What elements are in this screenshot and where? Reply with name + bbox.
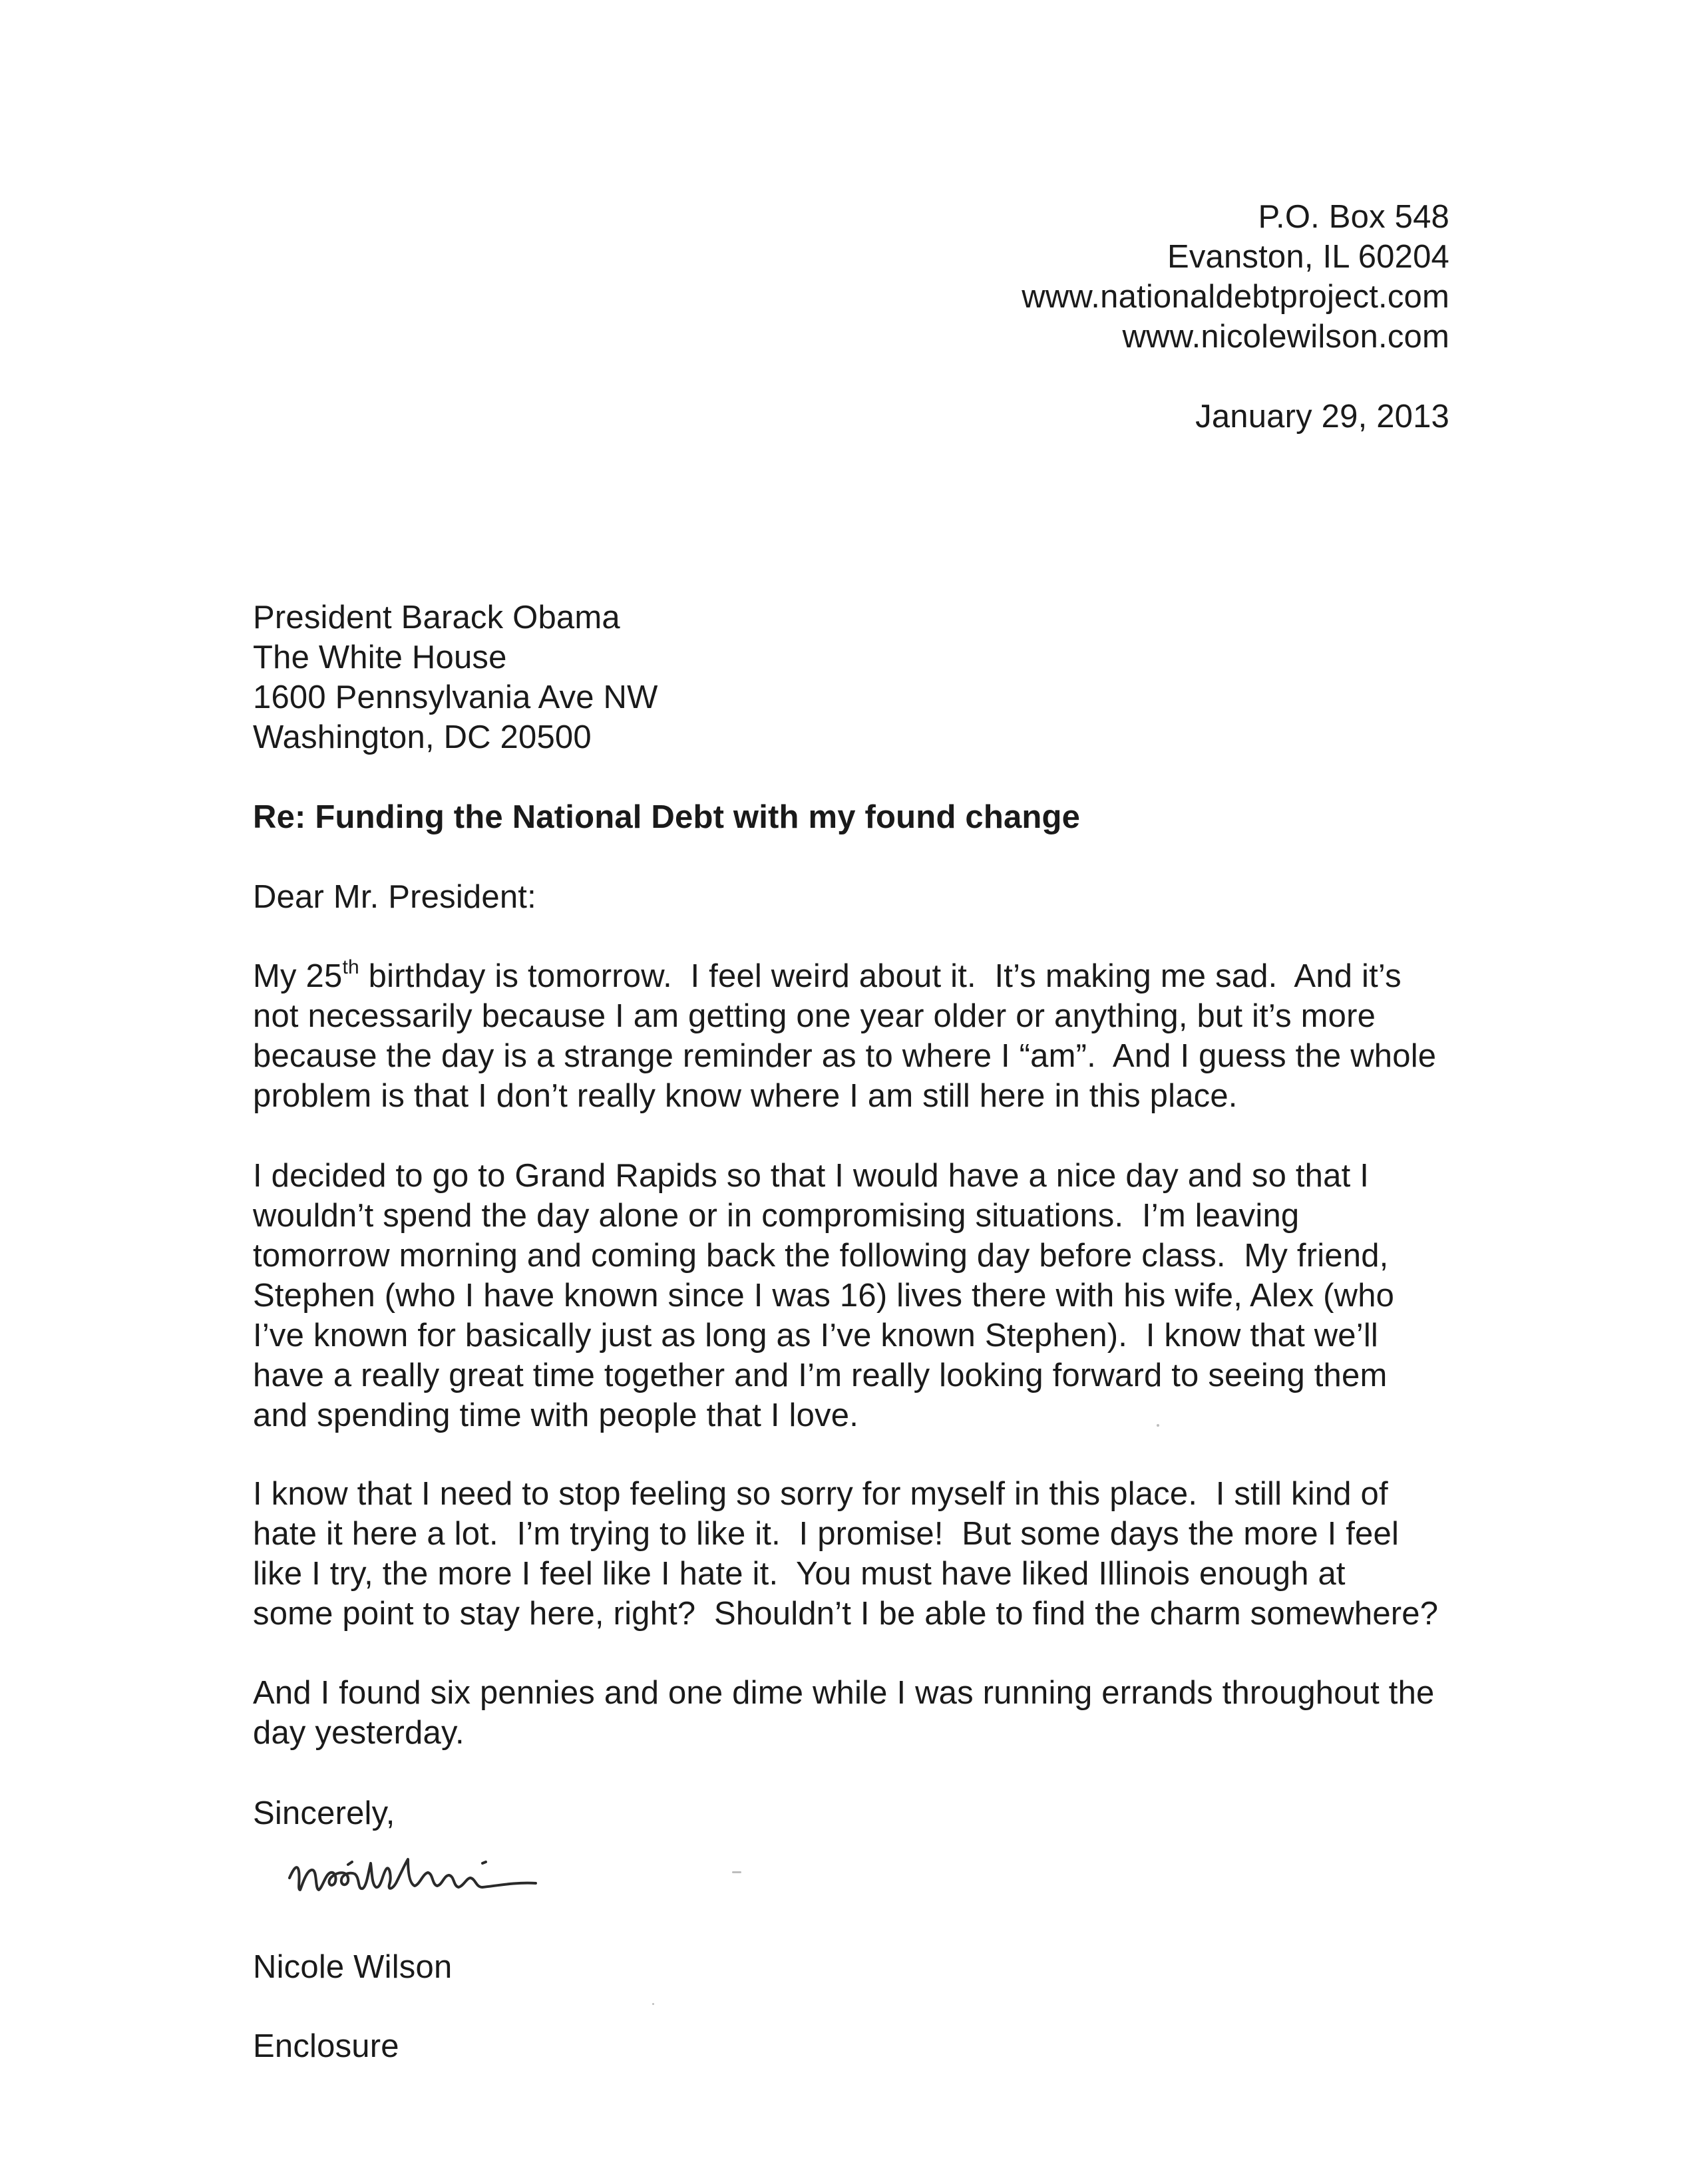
handwritten-signature xyxy=(283,1837,602,1916)
body-paragraph-2 xyxy=(253,1156,1464,1435)
paragraph-line: Stephen (who I have known since I was 16) lives there with his wife, Alex (who xyxy=(253,1278,1395,1314)
paragraph-line: day yesterday. xyxy=(253,1715,465,1751)
paragraph-line: like I try, the more I feel like I hate it. You must have liked Illinois enough at xyxy=(253,1556,1346,1592)
recipient-name: President Barack Obama xyxy=(253,600,620,636)
body-paragraph-4 xyxy=(253,1673,1464,1753)
ordinal-suffix: th xyxy=(342,956,359,978)
paragraph-line: I’ve known for basically just as long as I’ve known Stephen). I know that we’ll xyxy=(253,1318,1378,1354)
paragraph-line: have a really great time together and I’m really looking forward to seeing them xyxy=(253,1358,1388,1393)
paper-speck xyxy=(732,1871,741,1873)
subject-line: Re: Funding the National Debt with my found change xyxy=(253,799,1081,835)
birthday-text: My 25 xyxy=(253,958,343,994)
paragraph-line: wouldn’t spend the day alone or in compromising situations. I’m leaving xyxy=(253,1198,1300,1234)
body-paragraph-1 xyxy=(253,956,1464,1116)
recipient-city: Washington, DC 20500 xyxy=(253,719,592,755)
sender-city: Evanston, IL 60204 xyxy=(1167,239,1449,275)
paragraph-line: problem is that I don’t really know where I am still here in this place. xyxy=(253,1078,1238,1114)
sender-po-box: P.O. Box 548 xyxy=(1258,199,1449,235)
sender-website-2: www.nicolewilson.com xyxy=(1122,319,1449,355)
sender-address xyxy=(1022,197,1449,357)
paragraph-line: because the day is a strange reminder as to where I “am”. And I guess the whole xyxy=(253,1038,1437,1074)
paper-speck xyxy=(652,2003,654,2005)
closing: Sincerely, xyxy=(253,1795,395,1831)
letter-date: January 29, 2013 xyxy=(1195,399,1449,435)
paragraph-line: and spending time with people that I love. xyxy=(253,1397,859,1433)
paragraph-line: I know that I need to stop feeling so sorry for myself in this place. I still kind of xyxy=(253,1476,1388,1512)
paragraph-line: tomorrow morning and coming back the following day before class. My friend, xyxy=(253,1238,1389,1274)
recipient-organization: The White House xyxy=(253,639,507,675)
recipient-street: 1600 Pennsylvania Ave NW xyxy=(253,679,658,715)
enclosure-note: Enclosure xyxy=(253,2028,399,2064)
paragraph-line: some point to stay here, right? Shouldn’t I be able to find the charm somewhere? xyxy=(253,1596,1439,1632)
paragraph-line xyxy=(253,956,1464,996)
paragraph-line: And I found six pennies and one dime while I was running errands throughout the xyxy=(253,1675,1435,1711)
paper-speck xyxy=(1157,1424,1159,1427)
recipient-address xyxy=(253,598,658,757)
salutation: Dear Mr. President: xyxy=(253,879,536,915)
paragraph-line: not necessarily because I am getting one year older or anything, but it’s more xyxy=(253,998,1376,1034)
paragraph-line: I decided to go to Grand Rapids so that I would have a nice day and so that I xyxy=(253,1158,1370,1194)
birthday-text-rest: birthday is tomorrow. I feel weird about it. It’s making me sad. And it’s xyxy=(359,958,1402,994)
paragraph-line: hate it here a lot. I’m trying to like it. I promise! But some days the more I feel xyxy=(253,1516,1400,1552)
signatory-name: Nicole Wilson xyxy=(253,1949,453,1985)
body-paragraph-3 xyxy=(253,1474,1464,1634)
sender-website-1: www.nationaldebtproject.com xyxy=(1022,279,1449,315)
